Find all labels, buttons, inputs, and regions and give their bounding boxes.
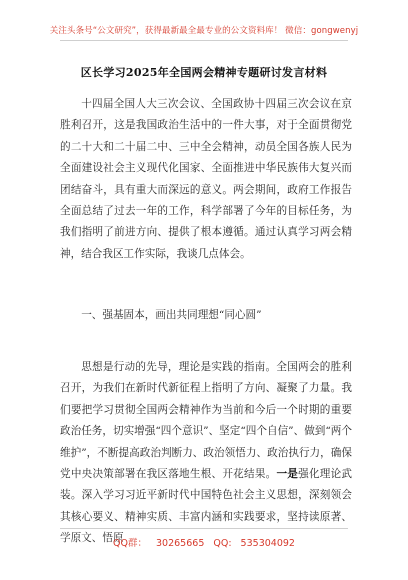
section-heading-1: 一、强基固本，画出共同理想“同心圆” xyxy=(81,309,262,321)
header-banner: 关注头条号“公文研究”，获得最新最全最专业的公文资料库！ 微信：gongwenyj xyxy=(49,26,359,36)
footer-divider xyxy=(60,528,348,529)
header-divider xyxy=(60,40,348,41)
paragraph-section-1-emphasis: 一是 xyxy=(276,468,299,481)
paragraph-intro: 十四届全国人大三次会议、全国政协十四届三次会议在京胜利召开，这是我国政治生活中的一件大事，对于全面贯彻党的二十大和二十届二中、三中全会精神，动员全国各族人民为全面建设社会主义现代化国家、全面推进中华民族伟大复兴而团结奋斗，具有重大而深远的意义。两会期间，政府工作报告全面总结了过去一年的工作，科学部署了今年的目标任务，为我们指明了前进方向、提供了根本遵循。通过认真学习两会精神，结合我区工作实际，我谈几点体会。 xyxy=(60,98,352,260)
footer-contact: QQ群： 30265665 QQ: 535304092 xyxy=(113,538,295,549)
paragraph-section-1-text-a: 思想是行动的先导，理论是实践的指南。全国两会的胜利召开，为我们在新时代新征程上指明了方向、凝聚了力量。我们要把学习贯彻全国两会精神作为当前和今后一个时期的重要政治任务，切实增强“四个意识”、坚定“四个自信”、做到“两个维护”，不断提高政治判断力、政治领悟力、政治执行力，确保党中央决策部署在我区落地生根、开花结果。 xyxy=(60,361,352,481)
paragraph-section-1-text-b: 强化理论武装。深入学习习近平新时代中国特色社会主义思想，深刻领会其核心要义、精神实质、丰富内涵和实践要求，坚持读原著、学原文、悟原 xyxy=(60,468,353,545)
document-title: 区长学习2025年全国两会精神专题研讨发言材料 xyxy=(80,66,328,79)
paragraph-section-1 xyxy=(60,357,352,550)
